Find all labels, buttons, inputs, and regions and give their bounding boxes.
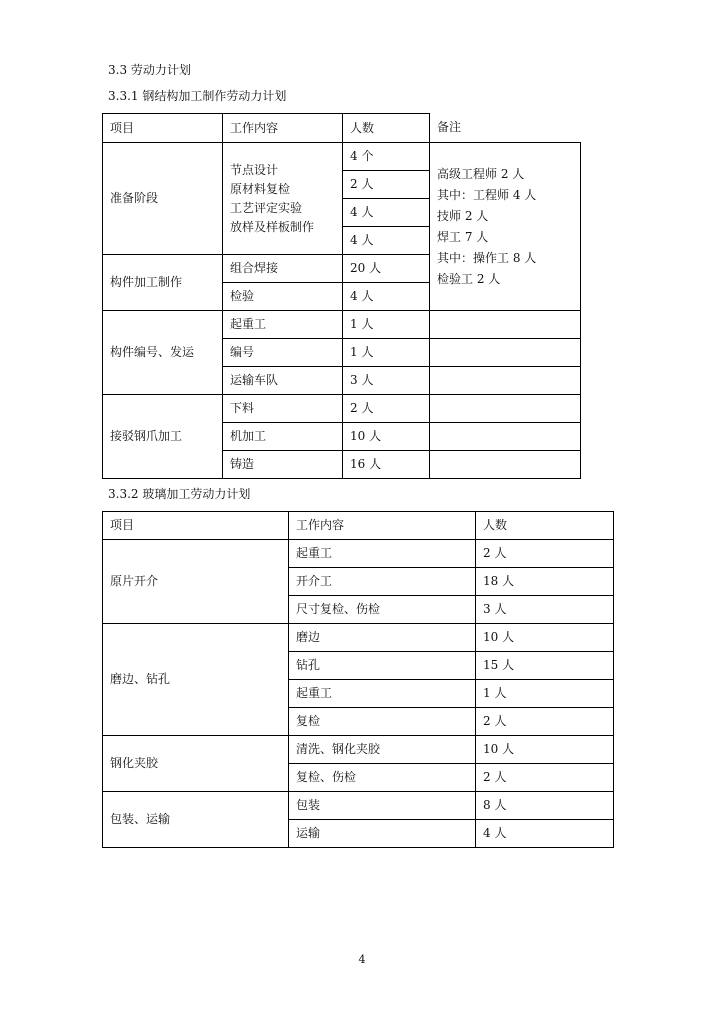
remark-line: 高级工程师 2 人 <box>437 166 525 181</box>
content-cell: 清洗、钢化夹胶 <box>289 736 476 764</box>
remark-empty-cell <box>430 395 581 423</box>
count-cell: 3 人 <box>476 596 614 624</box>
table1-title: 3.3.1 钢结构加工制作劳动力计划 <box>108 89 287 103</box>
content-line: 工艺评定实验 <box>230 200 303 215</box>
header-cell: 人数 <box>343 114 430 143</box>
content-cell: 运输车队 <box>223 367 343 395</box>
count-cell: 4 人 <box>343 227 430 255</box>
header-cell: 人数 <box>476 512 614 540</box>
remark-line: 其中：操作工 8 人 <box>437 250 537 265</box>
count-cell: 2 人 <box>476 708 614 736</box>
header-cell: 工作内容 <box>289 512 476 540</box>
table-row <box>103 143 581 171</box>
content-cell: 起重工 <box>289 680 476 708</box>
remark-empty-cell <box>430 423 581 451</box>
remark-line: 其中：工程师 4 人 <box>437 187 537 202</box>
content-cell: 检验 <box>223 283 343 311</box>
content-line: 节点设计 <box>230 162 279 177</box>
count-cell: 4 个 <box>343 143 430 171</box>
content-cell: 下料 <box>223 395 343 423</box>
count-cell: 2 人 <box>343 171 430 199</box>
item-cell: 磨边、钻孔 <box>103 624 289 736</box>
count-cell: 8 人 <box>476 792 614 820</box>
content-cell: 运输 <box>289 820 476 848</box>
content-line: 放样及样板制作 <box>230 219 315 234</box>
count-cell: 4 人 <box>476 820 614 848</box>
remark-empty-cell <box>430 451 581 479</box>
remark-line: 焊工 7 人 <box>437 229 489 244</box>
count-cell: 4 人 <box>343 199 430 227</box>
remarks-cell <box>430 143 581 311</box>
count-cell: 18 人 <box>476 568 614 596</box>
item-cell: 原片开介 <box>103 540 289 624</box>
count-cell: 2 人 <box>476 540 614 568</box>
remark-line: 检验工 2 人 <box>437 271 501 286</box>
item-cell: 构件编号、发运 <box>103 311 223 395</box>
content-cell: 尺寸复检、伤检 <box>289 596 476 624</box>
content-cell: 包装 <box>289 792 476 820</box>
header-cell: 备注 <box>430 114 581 143</box>
content-cell: 起重工 <box>223 311 343 339</box>
header-cell: 项目 <box>103 512 289 540</box>
item-cell: 接驳钢爪加工 <box>103 395 223 479</box>
count-cell: 10 人 <box>476 624 614 652</box>
content-cell: 组合焊接 <box>223 255 343 283</box>
header-cell: 工作内容 <box>223 114 343 143</box>
count-cell: 1 人 <box>343 311 430 339</box>
table-header-row <box>103 114 581 143</box>
content-cell: 开介工 <box>289 568 476 596</box>
item-cell: 包装、运输 <box>103 792 289 848</box>
item-cell: 钢化夹胶 <box>103 736 289 792</box>
count-cell: 15 人 <box>476 652 614 680</box>
table-row <box>103 311 581 339</box>
remark-empty-cell <box>430 367 581 395</box>
remark-empty-cell <box>430 339 581 367</box>
table2-title: 3.3.2 玻璃加工劳动力计划 <box>108 487 251 501</box>
table-header-row <box>103 512 614 540</box>
section-title: 3.3 劳动力计划 <box>108 63 191 77</box>
table-row <box>103 395 581 423</box>
page-number: 4 <box>358 953 366 966</box>
content-cell: 钻孔 <box>289 652 476 680</box>
count-cell: 2 人 <box>476 764 614 792</box>
count-cell: 3 人 <box>343 367 430 395</box>
count-cell: 4 人 <box>343 283 430 311</box>
content-cell: 复检 <box>289 708 476 736</box>
count-cell: 10 人 <box>343 423 430 451</box>
count-cell: 20 人 <box>343 255 430 283</box>
count-cell: 1 人 <box>343 339 430 367</box>
table-row <box>103 736 614 764</box>
item-cell: 准备阶段 <box>103 143 223 255</box>
content-cell: 复检、伤检 <box>289 764 476 792</box>
glass-labor-table <box>102 511 614 848</box>
header-cell: 项目 <box>103 114 223 143</box>
content-cell: 编号 <box>223 339 343 367</box>
steel-labor-table <box>102 113 581 479</box>
content-cell: 机加工 <box>223 423 343 451</box>
remark-line: 技师 2 人 <box>437 208 489 223</box>
table-row <box>103 792 614 820</box>
content-cell: 磨边 <box>289 624 476 652</box>
table-row <box>103 540 614 568</box>
count-cell: 16 人 <box>343 451 430 479</box>
content-cell: 起重工 <box>289 540 476 568</box>
content-line: 原材料复检 <box>230 181 291 196</box>
count-cell: 1 人 <box>476 680 614 708</box>
content-cell <box>223 143 343 255</box>
count-cell: 2 人 <box>343 395 430 423</box>
remark-empty-cell <box>430 311 581 339</box>
content-cell: 铸造 <box>223 451 343 479</box>
table-row <box>103 624 614 652</box>
item-cell: 构件加工制作 <box>103 255 223 311</box>
count-cell: 10 人 <box>476 736 614 764</box>
